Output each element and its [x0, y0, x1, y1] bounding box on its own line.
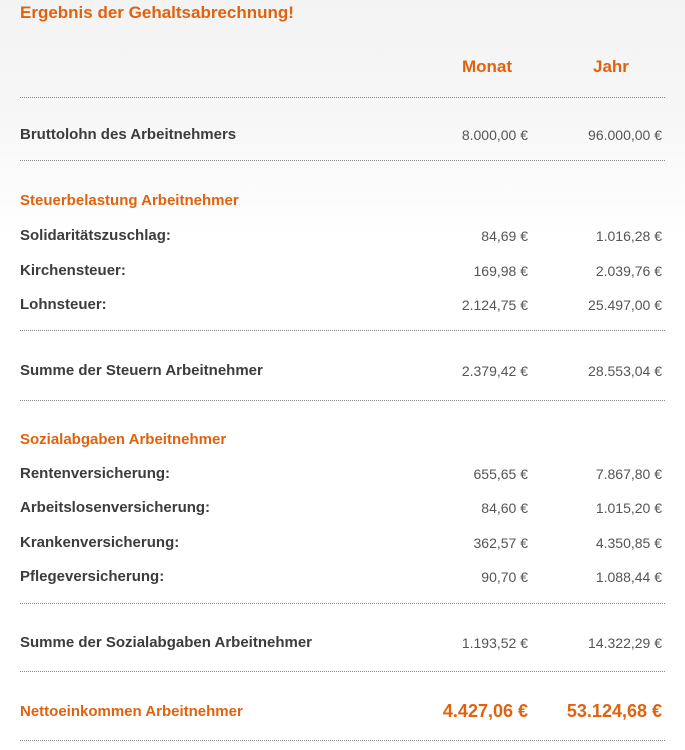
net-income-month: 4.427,06 € — [442, 701, 528, 721]
social-row-year: 4.350,85 € — [595, 535, 662, 551]
divider — [20, 160, 665, 161]
social-total-label: Summe der Sozialabgaben Arbeitnehmer — [20, 634, 313, 651]
gross-salary-month: 8.000,00 € — [461, 127, 528, 143]
social-row-month: 655,65 € — [473, 466, 528, 482]
column-header-month: Monat — [462, 57, 513, 76]
social-total-year: 14.322,29 € — [588, 635, 662, 651]
divider — [20, 603, 665, 604]
tax-row-label: Lohnsteuer: — [20, 296, 107, 313]
tax-row-month: 84,69 € — [481, 228, 528, 244]
divider — [20, 671, 665, 672]
tax-total-label: Summe der Steuern Arbeitnehmer — [20, 362, 263, 379]
social-row-label: Rentenversicherung: — [20, 465, 171, 482]
gross-salary-year: 96.000,00 € — [588, 127, 662, 143]
tax-total-month: 2.379,42 € — [461, 363, 528, 379]
taxes-section-heading: Steuerbelastung Arbeitnehmer — [20, 192, 239, 209]
divider — [20, 97, 665, 98]
social-row-label: Arbeitslosenversicherung: — [20, 499, 211, 516]
tax-row-year: 25.497,00 € — [588, 297, 662, 313]
social-row-year: 7.867,80 € — [595, 466, 662, 482]
social-row-year: 1.088,44 € — [595, 569, 662, 585]
gross-salary-label: Bruttolohn des Arbeitnehmers — [20, 126, 237, 143]
divider — [20, 400, 665, 401]
page-title: Ergebnis der Gehaltsabrechnung! — [20, 3, 294, 22]
social-total-month: 1.193,52 € — [461, 635, 528, 651]
column-header-year: Jahr — [593, 57, 629, 76]
net-income-label: Nettoeinkommen Arbeitnehmer — [20, 703, 243, 720]
divider — [20, 740, 665, 741]
tax-total-year: 28.553,04 € — [588, 363, 662, 379]
social-row-month: 90,70 € — [481, 569, 528, 585]
social-row-year: 1.015,20 € — [595, 500, 662, 516]
tax-row-label: Solidaritätszuschlag: — [20, 227, 171, 244]
social-section-heading: Sozialabgaben Arbeitnehmer — [20, 431, 227, 448]
divider — [20, 330, 665, 331]
tax-row-month: 2.124,75 € — [461, 297, 528, 313]
tax-row-year: 2.039,76 € — [595, 263, 662, 279]
social-row-label: Krankenversicherung: — [20, 534, 180, 551]
tax-row-year: 1.016,28 € — [595, 228, 662, 244]
social-row-month: 84,60 € — [481, 500, 528, 516]
social-row-label: Pflegeversicherung: — [20, 568, 165, 585]
tax-row-label: Kirchensteuer: — [20, 262, 126, 279]
tax-row-month: 169,98 € — [473, 263, 528, 279]
social-row-month: 362,57 € — [473, 535, 528, 551]
net-income-year: 53.124,68 € — [566, 701, 662, 721]
